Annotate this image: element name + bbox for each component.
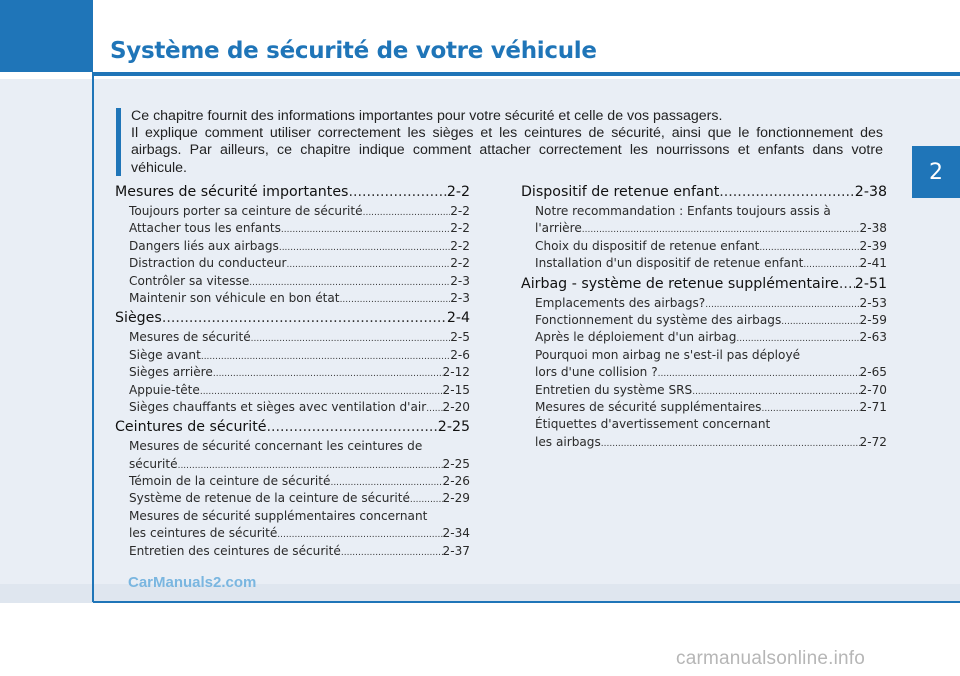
dot-leader (178, 456, 443, 473)
toc-entry[interactable] (521, 312, 887, 329)
toc-entry-label: les ceintures de sécurité (129, 526, 278, 541)
dot-leader (330, 473, 442, 490)
page-number: 2-2 (450, 238, 470, 253)
toc-entry-label: Mesures de sécurité (129, 330, 251, 345)
dot-leader (692, 382, 859, 399)
dot-leader (249, 273, 450, 290)
toc-entry-label: Choix du dispositif de retenue enfant (535, 238, 760, 253)
toc-entry[interactable] (115, 382, 470, 399)
toc-entry[interactable] (521, 434, 887, 451)
dot-leader (281, 220, 450, 237)
page-number: 2-71 (859, 399, 887, 414)
toc-entry[interactable] (115, 543, 470, 560)
toc-section-label: Ceintures de sécurité (115, 419, 267, 436)
toc-entry-label: Sièges chauffants et sièges avec ventilation d'air (129, 399, 427, 414)
dot-leader (582, 220, 860, 237)
toc-entry-label: Installation d'un dispositif de retenue enfant (535, 256, 804, 271)
toc-section-label: Mesures de sécurité importantes (115, 184, 349, 200)
dot-leader (803, 255, 859, 272)
dot-leader (781, 312, 859, 329)
dot-leader (279, 238, 450, 255)
dot-leader (201, 347, 450, 364)
watermark-logo: CarManuals2.com (128, 574, 257, 591)
dot-leader (363, 203, 451, 220)
toc-entry[interactable] (521, 364, 887, 381)
page-number: 2-38 (854, 184, 887, 200)
left-margin-rule (92, 72, 94, 602)
page-number: 2-2 (446, 184, 470, 200)
toc-entry[interactable] (521, 399, 887, 416)
page-title: Système de sécurité de votre véhicule (110, 38, 597, 64)
toc-entry-line[interactable]: Étiquettes d'avertissement concernant (535, 417, 771, 432)
toc-entry[interactable] (115, 456, 470, 473)
toc-entry[interactable] (115, 203, 470, 220)
toc-section[interactable] (521, 182, 887, 203)
dot-leader (340, 290, 451, 307)
toc-entry[interactable] (115, 525, 470, 542)
toc-entry-label: Témoin de la ceinture de sécurité (129, 474, 331, 489)
dot-leader (410, 490, 443, 507)
toc-section-label: Airbag - système de retenue supplémentaire (521, 275, 839, 292)
dot-leader (759, 238, 859, 255)
toc-entry-label: Toujours porter sa ceinture de sécurité (129, 204, 363, 218)
toc-entry-label: lors d'une collision ? (535, 365, 658, 380)
toc-section[interactable] (521, 274, 887, 295)
toc-entry[interactable] (115, 490, 470, 507)
dot-leader (601, 434, 860, 451)
toc-entry-label: Sièges arrière (129, 365, 213, 380)
toc-entry-label: Contrôler sa vitesse (129, 273, 250, 288)
toc-entry-label: l'arrière (535, 221, 582, 236)
toc-entry-label: Maintenir son véhicule en bon état (129, 290, 340, 305)
page-number: 2-3 (450, 273, 470, 288)
toc-entry-line[interactable]: Pourquoi mon airbag ne s'est-il pas déployé (535, 347, 801, 362)
toc-section[interactable] (115, 417, 470, 438)
toc-entry-label: Après le déploiement d'un airbag (535, 330, 737, 345)
toc-entry-label: Siège avant (129, 347, 201, 362)
page-number: 2-34 (442, 526, 470, 541)
toc-section-label: Sièges (115, 310, 162, 327)
intro-paragraph: Il explique comment utiliser correctement les sièges et les ceintures de sécurité, ainsi que le fonctionnement des airbags. Par ailleurs, ce chapitre indique comment attacher correctement les nourrissons et enfants dans votre véhicule. (131, 125, 883, 176)
toc-entry[interactable] (115, 273, 470, 290)
page-number: 2-25 (442, 456, 470, 471)
toc-entry-label: sécurité (129, 456, 178, 471)
toc-entry[interactable] (521, 382, 887, 399)
toc-entry-label: Fonctionnement du système des airbags (535, 312, 782, 327)
toc-entry[interactable] (115, 473, 470, 490)
toc-entry[interactable] (115, 220, 470, 237)
page-number: 2-5 (450, 330, 470, 345)
header-color-block (0, 0, 93, 72)
dot-leader (251, 329, 451, 346)
toc-section[interactable] (115, 182, 470, 203)
toc-entry-line[interactable]: Notre recommandation : Enfants toujours assis à (535, 204, 831, 218)
page-number: 2-4 (446, 310, 470, 327)
toc-entry-label: Mesures de sécurité supplémentaires (535, 399, 762, 414)
toc-entry[interactable] (115, 255, 470, 272)
page-number: 2-41 (859, 256, 887, 271)
page-number: 2-2 (450, 204, 470, 218)
dot-leader (736, 329, 859, 346)
page-number: 2-15 (442, 382, 470, 397)
dot-leader (658, 364, 860, 381)
toc-entry[interactable] (115, 329, 470, 346)
page-number: 2-59 (859, 312, 887, 327)
toc-entry-label: Système de retenue de la ceinture de sécurité (129, 491, 410, 506)
intro-paragraph: Ce chapitre fournit des informations importantes pour votre sécurité et celle de vos passagers. (131, 108, 723, 124)
header-rule (93, 72, 960, 76)
dot-leader (839, 274, 855, 295)
page-number: 2-51 (854, 275, 887, 292)
toc-section-label: Dispositif de retenue enfant (521, 184, 720, 200)
page-number: 2-3 (450, 290, 470, 305)
toc-entry[interactable] (115, 238, 470, 255)
dot-leader (277, 525, 442, 542)
dot-leader (213, 364, 443, 381)
toc-entry-label: Distraction du conducteur (129, 256, 287, 271)
toc-column-right (521, 181, 887, 451)
page-number: 2-20 (442, 399, 470, 414)
page-number: 2-63 (859, 330, 887, 345)
toc-entry[interactable] (115, 364, 470, 381)
dot-leader (348, 182, 446, 203)
toc-entry-line[interactable]: Mesures de sécurité concernant les ceintures de (129, 439, 423, 454)
page-number: 2-72 (859, 434, 887, 449)
toc-entry-label: Appuie-tête (129, 382, 200, 397)
page-number: 2-39 (859, 238, 887, 253)
toc-column-left (115, 181, 470, 560)
page-number: 2-25 (437, 419, 470, 436)
intro-text (131, 108, 883, 177)
dot-leader (267, 417, 438, 438)
toc-entry-label: Attacher tous les enfants (129, 221, 281, 236)
footer-watermark: carmanualsonline.info (676, 648, 866, 669)
page-number: 2-65 (859, 365, 887, 380)
toc-entry-label: Dangers liés aux airbags (129, 238, 279, 253)
toc-entry-label: Entretien du système SRS (535, 382, 693, 397)
intro-accent-bar (116, 108, 121, 176)
toc-entry-label: les airbags (535, 434, 601, 449)
page-number: 2-37 (442, 543, 470, 558)
toc-section[interactable] (115, 308, 470, 329)
toc-entry[interactable] (521, 255, 887, 272)
page-number: 2-29 (442, 491, 470, 506)
page-number: 2-53 (859, 295, 887, 310)
toc-entry[interactable] (521, 220, 887, 237)
dot-leader (286, 255, 450, 272)
toc-entry[interactable] (521, 238, 887, 255)
page-number: 2-38 (859, 221, 887, 236)
page-number: 2-2 (450, 256, 470, 271)
toc-entry[interactable] (115, 290, 470, 307)
dot-leader (705, 295, 859, 312)
page-number: 2-70 (859, 382, 887, 397)
page-number: 2-2 (450, 221, 470, 236)
dot-leader (200, 382, 443, 399)
toc-entry-label: Emplacements des airbags? (535, 295, 706, 310)
toc-entry[interactable] (521, 329, 887, 346)
chapter-tab[interactable]: 2 (912, 146, 960, 198)
page-number: 2-26 (442, 474, 470, 489)
toc-entry[interactable] (115, 347, 470, 364)
bottom-rule (93, 601, 960, 603)
toc-entry[interactable] (521, 295, 887, 312)
dot-leader (761, 399, 859, 416)
dot-leader (162, 308, 447, 329)
page-number: 2-6 (450, 347, 470, 362)
toc-entry-label: Entretien des ceintures de sécurité (129, 543, 341, 558)
toc-entry[interactable] (115, 399, 470, 416)
toc-entry-line[interactable]: Mesures de sécurité supplémentaires concernant (129, 508, 428, 523)
dot-leader (719, 182, 855, 203)
page-number: 2-12 (442, 365, 470, 380)
dot-leader (426, 399, 442, 416)
dot-leader (341, 543, 443, 560)
